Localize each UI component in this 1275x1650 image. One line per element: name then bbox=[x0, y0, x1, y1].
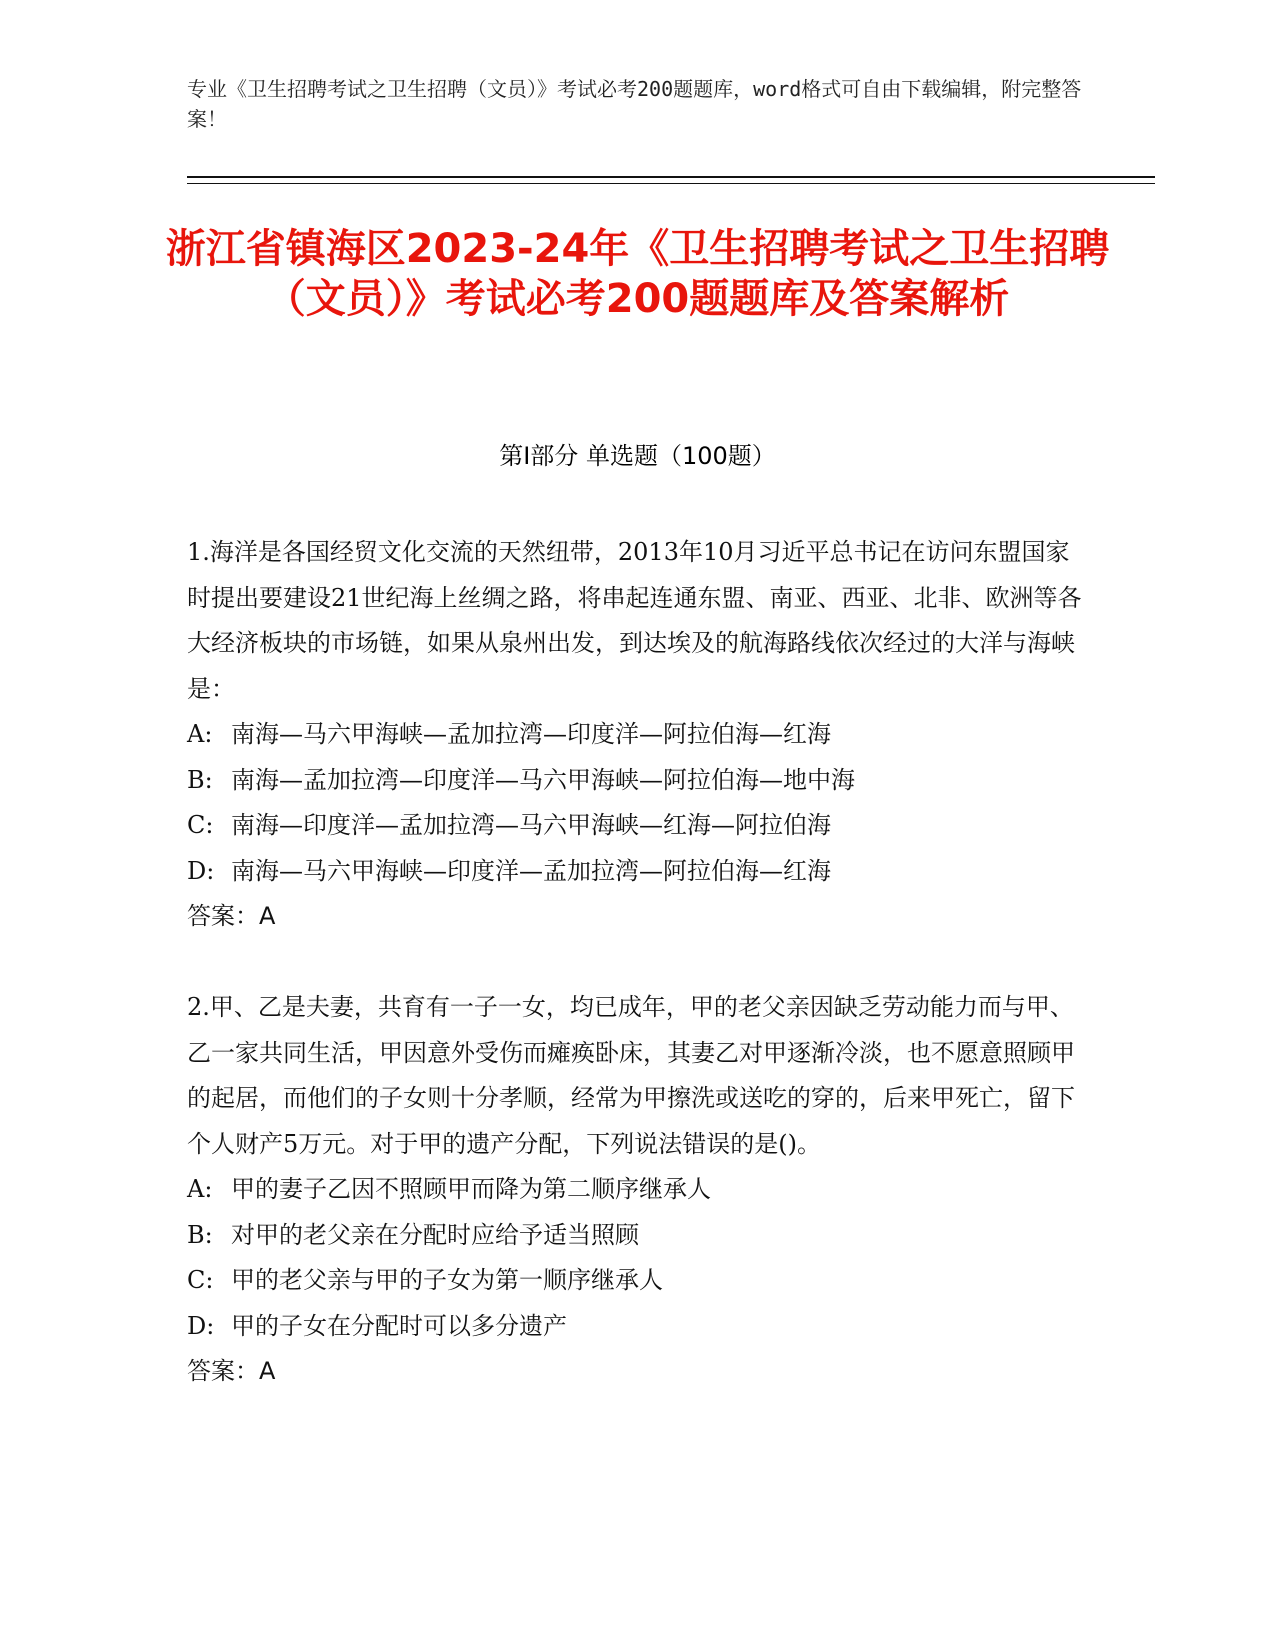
answer-line: 答案：A bbox=[187, 902, 276, 930]
option-letter: B: bbox=[187, 1220, 213, 1249]
option-letter: A: bbox=[187, 1175, 213, 1203]
header-divider-thin bbox=[187, 183, 1155, 184]
option-d bbox=[187, 849, 1087, 895]
option-letter: B: bbox=[187, 765, 213, 794]
option-letter: A: bbox=[187, 720, 213, 748]
option-letter: C: bbox=[187, 811, 214, 839]
option-text: 甲的子女在分配时可以多分遗产 bbox=[231, 1311, 567, 1340]
option-b bbox=[187, 1213, 1087, 1259]
answer-line: 答案：A bbox=[187, 1357, 276, 1385]
option-letter: C: bbox=[187, 1266, 214, 1294]
document-title: 浙江省镇海区2023-24年《卫生招聘考试之卫生招聘（文员）》考试必考200题题库及答案解析 bbox=[165, 226, 1110, 322]
header-divider-thick bbox=[187, 176, 1155, 178]
option-text: 南海—马六甲海峡—印度洋—孟加拉湾—阿拉伯海—红海 bbox=[231, 856, 831, 885]
question-text: 2.甲、乙是夫妻，共育有一子一女，均已成年，甲的老父亲因缺乏劳动能力而与甲、乙一家共同生活，甲因意外受伤而瘫痪卧床，其妻乙对甲逐渐冷淡，也不愿意照顾甲的起居，而他们的子女则十分孝顺，经常为甲擦洗或送吃的穿的，后来甲死亡，留下个人财产5万元。对于甲的遗产分配，下列说法错误的是()。 bbox=[187, 993, 1075, 1158]
section-heading: 第I部分 单选题（100题） bbox=[499, 442, 776, 470]
option-a bbox=[187, 1167, 1087, 1213]
option-c bbox=[187, 803, 1087, 849]
option-b bbox=[187, 758, 1087, 804]
option-letter: D: bbox=[187, 1311, 215, 1340]
option-c bbox=[187, 1258, 1087, 1304]
header-note: 专业《卫生招聘考试之卫生招聘（文员）》考试必考200题题库，word格式可自由下载编辑，附完整答案！ bbox=[187, 77, 1082, 131]
option-text: 甲的妻子乙因不照顾甲而降为第二顺序继承人 bbox=[231, 1175, 711, 1203]
question-block bbox=[187, 985, 1087, 1395]
option-text: 南海—印度洋—孟加拉湾—马六甲海峡—红海—阿拉伯海 bbox=[231, 811, 831, 839]
option-text: 南海—孟加拉湾—印度洋—马六甲海峡—阿拉伯海—地中海 bbox=[231, 765, 855, 794]
option-a bbox=[187, 712, 1087, 758]
option-text: 对甲的老父亲在分配时应给予适当照顾 bbox=[231, 1220, 639, 1249]
question-text: 1.海洋是各国经贸文化交流的天然纽带，2013年10月习近平总书记在访问东盟国家时提出要建设21世纪海上丝绸之路，将串起连通东盟、南亚、西亚、北非、欧洲等各大经济板块的市场链，如果从泉州出发，到达埃及的航海路线依次经过的大洋与海峡是： bbox=[187, 538, 1082, 703]
option-text: 甲的老父亲与甲的子女为第一顺序继承人 bbox=[231, 1266, 663, 1294]
option-letter: D: bbox=[187, 856, 215, 885]
question-block bbox=[187, 530, 1087, 940]
option-text: 南海—马六甲海峡—孟加拉湾—印度洋—阿拉伯海—红海 bbox=[231, 720, 831, 748]
option-d bbox=[187, 1304, 1087, 1350]
